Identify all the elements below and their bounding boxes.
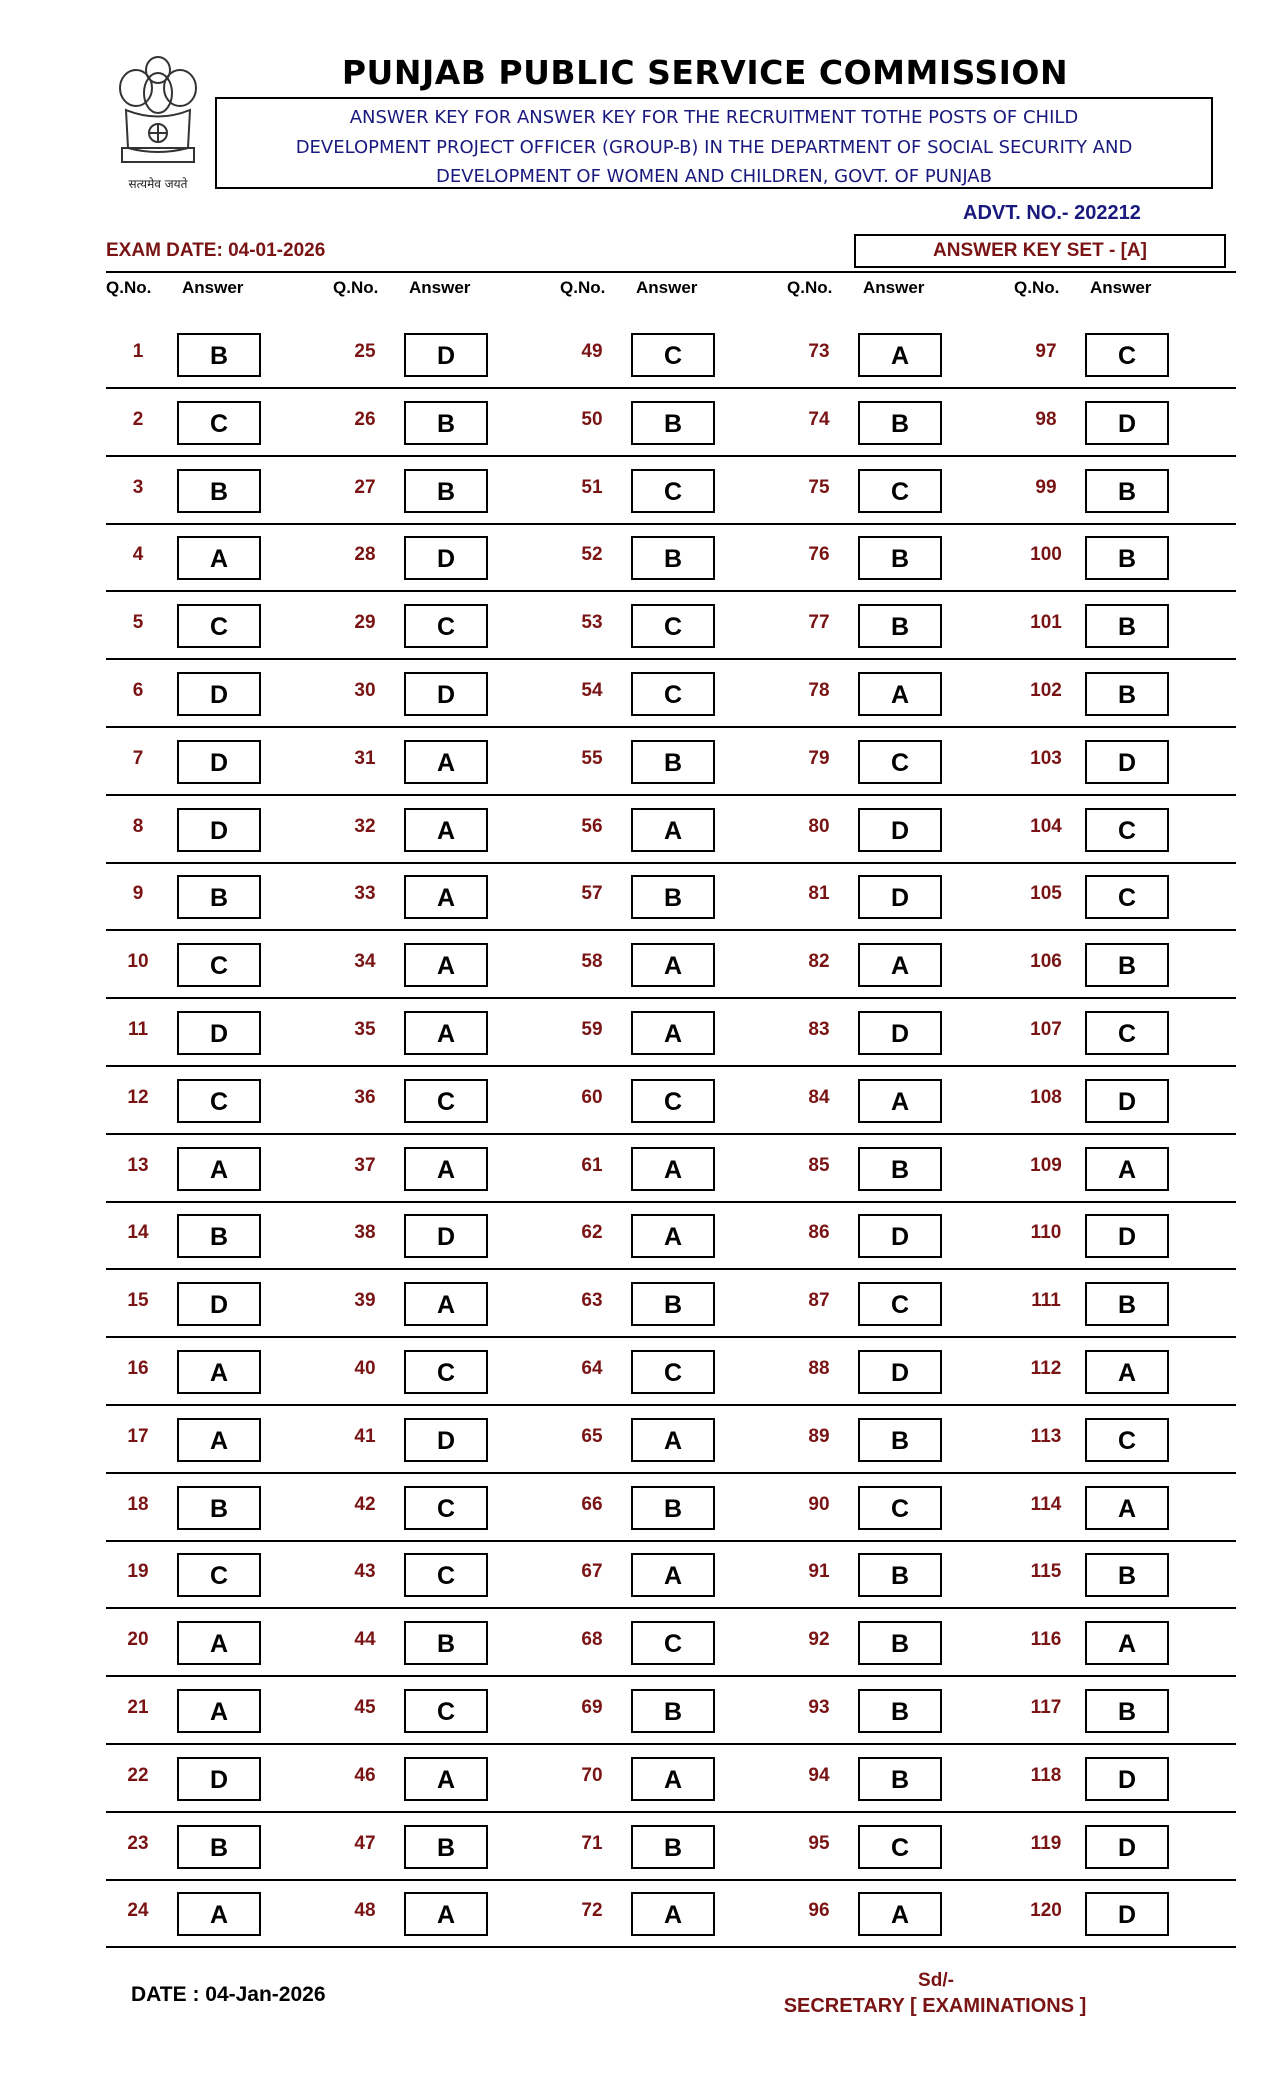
row-divider <box>106 1743 1236 1745</box>
question-number: 42 <box>354 1493 376 1515</box>
question-number: 46 <box>354 1764 376 1786</box>
question-number: 117 <box>1030 1697 1062 1718</box>
answer-box: C <box>631 1079 715 1123</box>
question-number: 14 <box>127 1222 149 1244</box>
state-emblem-icon <box>108 48 208 198</box>
question-number: 120 <box>1030 1900 1062 1922</box>
header-divider <box>106 271 1236 273</box>
answer-box: A <box>177 1892 261 1936</box>
question-number: 111 <box>1031 1290 1061 1312</box>
question-number: 40 <box>354 1358 376 1379</box>
question-number: 84 <box>808 1086 830 1108</box>
answer-box: C <box>177 604 261 648</box>
question-number: 50 <box>581 408 603 430</box>
question-number: 109 <box>1030 1154 1062 1176</box>
answer-box: D <box>1085 1892 1169 1936</box>
answer-box: C <box>631 333 715 377</box>
question-number: 32 <box>354 815 376 837</box>
column-header-answer: Answer <box>409 278 471 297</box>
question-number: 10 <box>127 951 149 973</box>
question-number: 29 <box>354 612 376 634</box>
answer-box: B <box>858 1689 942 1733</box>
question-number: 17 <box>127 1425 149 1447</box>
answer-box: A <box>631 1553 715 1597</box>
question-number: 49 <box>581 341 603 362</box>
question-number: 85 <box>808 1154 830 1176</box>
question-number: 91 <box>808 1561 830 1583</box>
answer-box: A <box>177 536 261 580</box>
answer-box: B <box>177 469 261 513</box>
column-header-answer: Answer <box>1090 278 1152 297</box>
answer-box: A <box>404 1282 488 1326</box>
question-number: 86 <box>808 1222 830 1244</box>
question-number: 38 <box>354 1222 376 1244</box>
answer-box: C <box>177 401 261 445</box>
question-number: 67 <box>581 1561 603 1583</box>
question-number: 51 <box>581 476 603 498</box>
answer-box: B <box>858 1757 942 1801</box>
row-divider <box>106 929 1236 931</box>
answer-box: C <box>1085 1418 1169 1462</box>
answer-box: B <box>631 1486 715 1530</box>
answer-box: C <box>1085 808 1169 852</box>
answer-box: C <box>404 1079 488 1123</box>
question-number: 24 <box>127 1900 149 1922</box>
question-number: 99 <box>1035 476 1057 498</box>
answer-box: A <box>404 875 488 919</box>
question-number: 106 <box>1030 951 1062 973</box>
question-number: 15 <box>127 1290 149 1312</box>
question-number: 108 <box>1030 1086 1062 1108</box>
page-title: PUNJAB PUBLIC SERVICE COMMISSION <box>341 53 1069 92</box>
answer-box: D <box>404 1418 488 1462</box>
answer-box: B <box>631 1825 715 1869</box>
row-divider <box>106 1946 1236 1948</box>
footer-date: DATE : 04-Jan-2026 <box>131 1983 326 2006</box>
answer-box: C <box>858 740 942 784</box>
answer-box: A <box>631 1892 715 1936</box>
question-number: 56 <box>581 815 603 837</box>
exam-date: EXAM DATE: 04-01-2026 <box>106 240 326 261</box>
question-number: 70 <box>581 1764 603 1786</box>
question-number: 75 <box>808 476 830 498</box>
question-number: 80 <box>808 815 830 837</box>
question-number: 90 <box>808 1493 830 1515</box>
question-number: 41 <box>354 1425 376 1447</box>
row-divider <box>106 1879 1236 1881</box>
answer-box: D <box>858 1011 942 1055</box>
question-number: 34 <box>354 951 376 973</box>
question-number: 1 <box>132 341 144 362</box>
row-divider <box>106 455 1236 457</box>
answer-box: A <box>631 943 715 987</box>
advt-number: ADVT. NO.- 202212 <box>963 202 1141 224</box>
question-number: 82 <box>808 951 830 973</box>
question-number: 95 <box>808 1832 830 1854</box>
question-number: 57 <box>581 883 603 905</box>
answer-box: C <box>631 1350 715 1394</box>
question-number: 9 <box>132 883 144 905</box>
answer-box: A <box>631 1011 715 1055</box>
answer-box: D <box>1085 740 1169 784</box>
question-number: 114 <box>1030 1493 1062 1515</box>
question-number: 87 <box>808 1290 830 1312</box>
answer-box: A <box>404 1757 488 1801</box>
column-header-qno: Q.No. <box>787 278 833 297</box>
question-number: 2 <box>132 408 144 430</box>
answer-box: A <box>631 1214 715 1258</box>
answer-box: B <box>631 1282 715 1326</box>
answer-box: B <box>858 1418 942 1462</box>
question-number: 7 <box>132 747 144 769</box>
question-number: 93 <box>808 1697 830 1718</box>
answer-box: B <box>858 1553 942 1597</box>
row-divider <box>106 1675 1236 1677</box>
question-number: 73 <box>808 341 830 362</box>
row-divider <box>106 1472 1236 1474</box>
question-number: 30 <box>354 680 376 701</box>
question-number: 118 <box>1030 1764 1062 1786</box>
answer-box: A <box>177 1350 261 1394</box>
answer-box: B <box>858 1147 942 1191</box>
question-number: 66 <box>581 1493 603 1515</box>
answer-box: D <box>404 536 488 580</box>
question-number: 102 <box>1030 680 1062 701</box>
answer-box: D <box>1085 1757 1169 1801</box>
question-number: 16 <box>127 1358 149 1379</box>
answer-box: B <box>1085 1282 1169 1326</box>
subtitle-line-3: DEVELOPMENT OF WOMEN AND CHILDREN, GOVT. OF PUNJAB <box>436 166 992 187</box>
answer-box: D <box>858 1214 942 1258</box>
question-number: 72 <box>581 1900 603 1922</box>
question-number: 27 <box>354 476 376 498</box>
answer-box: B <box>858 1621 942 1665</box>
row-divider <box>106 1607 1236 1609</box>
answer-box: B <box>631 1689 715 1733</box>
question-number: 74 <box>808 408 830 430</box>
question-number: 65 <box>581 1425 603 1447</box>
answer-box: D <box>177 1757 261 1801</box>
question-number: 35 <box>354 1019 376 1040</box>
answer-box: A <box>177 1689 261 1733</box>
question-number: 36 <box>354 1086 376 1108</box>
question-number: 47 <box>354 1832 376 1854</box>
answer-box: A <box>177 1621 261 1665</box>
signature-sd: Sd/- <box>918 1970 954 1991</box>
emblem-motto: सत्यमेव जयते <box>128 177 188 191</box>
question-number: 37 <box>354 1154 376 1176</box>
question-number: 28 <box>354 544 376 566</box>
question-number: 19 <box>127 1561 149 1583</box>
question-number: 105 <box>1030 883 1062 905</box>
question-number: 119 <box>1030 1832 1062 1854</box>
row-divider <box>106 1268 1236 1270</box>
answer-box: A <box>1085 1147 1169 1191</box>
answer-box: D <box>1085 1079 1169 1123</box>
answer-box: A <box>631 808 715 852</box>
row-divider <box>106 658 1236 660</box>
answer-box: B <box>1085 1553 1169 1597</box>
question-number: 116 <box>1030 1629 1062 1651</box>
answer-box: B <box>404 1825 488 1869</box>
question-number: 58 <box>581 951 603 973</box>
answer-box: B <box>1085 604 1169 648</box>
question-number: 54 <box>581 680 603 701</box>
question-number: 101 <box>1030 612 1062 634</box>
row-divider <box>106 1201 1236 1203</box>
answer-box: C <box>404 1689 488 1733</box>
question-number: 107 <box>1030 1019 1062 1040</box>
answer-box: A <box>858 672 942 716</box>
answer-box: C <box>858 1825 942 1869</box>
answer-box: D <box>858 1350 942 1394</box>
answer-box: A <box>858 1079 942 1123</box>
subtitle-line-2: DEVELOPMENT PROJECT OFFICER (GROUP-B) IN THE DEPARTMENT OF SOCIAL SECURITY AND <box>295 137 1133 158</box>
question-number: 110 <box>1030 1222 1062 1244</box>
question-number: 6 <box>132 680 144 701</box>
secretary-title: SECRETARY [ EXAMINATIONS ] <box>783 1995 1087 2017</box>
question-number: 12 <box>127 1086 149 1108</box>
answer-box: B <box>631 740 715 784</box>
question-number: 89 <box>808 1425 830 1447</box>
question-number: 104 <box>1030 815 1062 837</box>
question-number: 62 <box>581 1222 603 1244</box>
answer-box: D <box>1085 1825 1169 1869</box>
answer-box: C <box>177 943 261 987</box>
answer-box: C <box>404 604 488 648</box>
question-number: 113 <box>1030 1425 1062 1447</box>
question-number: 23 <box>127 1832 149 1854</box>
question-number: 103 <box>1030 747 1062 769</box>
question-number: 60 <box>581 1086 603 1108</box>
answer-box: A <box>404 740 488 784</box>
question-number: 53 <box>581 612 603 634</box>
question-number: 20 <box>127 1629 149 1651</box>
row-divider <box>106 1540 1236 1542</box>
answer-box: D <box>177 740 261 784</box>
answer-box: D <box>858 808 942 852</box>
question-number: 33 <box>354 883 376 905</box>
column-header-qno: Q.No. <box>333 278 379 297</box>
row-divider <box>106 1404 1236 1406</box>
answer-box: B <box>631 401 715 445</box>
answer-box: A <box>404 943 488 987</box>
answer-box: C <box>1085 1011 1169 1055</box>
answer-box: C <box>858 1486 942 1530</box>
row-divider <box>106 726 1236 728</box>
row-divider <box>106 794 1236 796</box>
answer-box: D <box>1085 1214 1169 1258</box>
row-divider <box>106 997 1236 999</box>
answer-box: B <box>1085 469 1169 513</box>
answer-box: D <box>404 333 488 377</box>
answer-box: A <box>177 1147 261 1191</box>
column-header-qno: Q.No. <box>560 278 606 297</box>
question-number: 59 <box>581 1019 603 1040</box>
answer-box: B <box>404 1621 488 1665</box>
answer-box: C <box>631 604 715 648</box>
question-number: 45 <box>354 1697 376 1718</box>
subtitle-box <box>215 97 1213 189</box>
question-number: 94 <box>808 1764 830 1786</box>
question-number: 79 <box>808 747 830 769</box>
question-number: 78 <box>808 680 830 701</box>
answer-box: C <box>858 1282 942 1326</box>
answer-box: D <box>404 672 488 716</box>
answer-box: B <box>1085 536 1169 580</box>
answer-box: B <box>1085 1689 1169 1733</box>
column-header-qno: Q.No. <box>1014 278 1060 297</box>
question-number: 13 <box>127 1154 149 1176</box>
question-number: 96 <box>808 1900 830 1922</box>
row-divider <box>106 1065 1236 1067</box>
question-number: 52 <box>581 544 603 566</box>
question-number: 92 <box>808 1629 830 1651</box>
answer-box: B <box>177 875 261 919</box>
question-number: 44 <box>354 1629 376 1651</box>
answer-box: D <box>1085 401 1169 445</box>
answer-box: B <box>177 1825 261 1869</box>
answer-box: A <box>858 943 942 987</box>
question-number: 100 <box>1030 544 1062 566</box>
question-number: 39 <box>354 1290 376 1312</box>
question-number: 25 <box>354 341 376 362</box>
question-number: 43 <box>354 1561 376 1583</box>
row-divider <box>106 523 1236 525</box>
question-number: 71 <box>581 1832 603 1854</box>
question-number: 26 <box>354 408 376 430</box>
question-number: 81 <box>808 883 830 905</box>
question-number: 11 <box>127 1019 149 1040</box>
answer-box: B <box>177 1486 261 1530</box>
question-number: 98 <box>1035 408 1057 430</box>
question-number: 88 <box>808 1358 830 1379</box>
answer-box: C <box>631 469 715 513</box>
answer-box: A <box>404 808 488 852</box>
answer-box: B <box>1085 943 1169 987</box>
answer-box: B <box>858 401 942 445</box>
question-number: 48 <box>354 1900 376 1922</box>
answer-box: C <box>177 1553 261 1597</box>
answer-box: B <box>404 469 488 513</box>
answer-box: A <box>858 333 942 377</box>
answer-box: D <box>858 875 942 919</box>
answer-box: D <box>404 1214 488 1258</box>
question-number: 112 <box>1030 1358 1062 1379</box>
answer-box: A <box>1085 1350 1169 1394</box>
question-number: 4 <box>132 544 144 566</box>
answer-box: A <box>858 1892 942 1936</box>
answer-box: A <box>404 1147 488 1191</box>
answer-box: A <box>631 1147 715 1191</box>
row-divider <box>106 1811 1236 1813</box>
row-divider <box>106 862 1236 864</box>
answer-box: B <box>177 1214 261 1258</box>
answer-box: C <box>631 672 715 716</box>
answer-box: A <box>631 1757 715 1801</box>
question-number: 22 <box>127 1764 149 1786</box>
column-header-answer: Answer <box>863 278 925 297</box>
answer-box: C <box>404 1486 488 1530</box>
answer-box: C <box>404 1350 488 1394</box>
answer-box: B <box>404 401 488 445</box>
column-header-qno: Q.No. <box>106 278 152 297</box>
answer-box: B <box>177 333 261 377</box>
question-number: 115 <box>1030 1561 1062 1583</box>
question-number: 55 <box>581 747 603 769</box>
answer-box: A <box>1085 1486 1169 1530</box>
row-divider <box>106 1336 1236 1338</box>
answer-box: A <box>631 1418 715 1462</box>
column-header-answer: Answer <box>636 278 698 297</box>
answer-box: B <box>631 875 715 919</box>
answer-box: B <box>631 536 715 580</box>
answer-box: A <box>404 1892 488 1936</box>
question-number: 97 <box>1035 341 1057 362</box>
answer-key-set: ANSWER KEY SET - [A] <box>854 234 1226 268</box>
answer-box: D <box>177 1282 261 1326</box>
question-number: 63 <box>581 1290 603 1312</box>
question-number: 83 <box>808 1019 830 1040</box>
answer-box: C <box>404 1553 488 1597</box>
question-number: 18 <box>127 1493 149 1515</box>
answer-box: C <box>1085 875 1169 919</box>
answer-box: C <box>631 1621 715 1665</box>
answer-box: A <box>177 1418 261 1462</box>
answer-box: D <box>177 1011 261 1055</box>
question-number: 3 <box>132 476 144 498</box>
answer-box: B <box>1085 672 1169 716</box>
question-number: 31 <box>354 747 376 769</box>
answer-box: B <box>858 604 942 648</box>
question-number: 5 <box>132 612 144 634</box>
answer-box: D <box>177 808 261 852</box>
answer-box: B <box>858 536 942 580</box>
answer-box: C <box>1085 333 1169 377</box>
subtitle-line-1: ANSWER KEY FOR ANSWER KEY FOR THE RECRUITMENT TOTHE POSTS OF CHILD <box>349 107 1079 128</box>
question-number: 21 <box>127 1697 149 1718</box>
answer-box: A <box>404 1011 488 1055</box>
answer-box: D <box>177 672 261 716</box>
question-number: 69 <box>581 1697 603 1718</box>
column-header-answer: Answer <box>182 278 244 297</box>
question-number: 64 <box>581 1358 603 1379</box>
row-divider <box>106 1133 1236 1135</box>
answer-box: A <box>1085 1621 1169 1665</box>
question-number: 76 <box>808 544 830 566</box>
row-divider <box>106 387 1236 389</box>
answer-box: C <box>858 469 942 513</box>
question-number: 77 <box>808 612 830 634</box>
question-number: 8 <box>132 815 144 837</box>
question-number: 68 <box>581 1629 603 1651</box>
question-number: 61 <box>581 1154 603 1176</box>
answer-box: C <box>177 1079 261 1123</box>
row-divider <box>106 590 1236 592</box>
